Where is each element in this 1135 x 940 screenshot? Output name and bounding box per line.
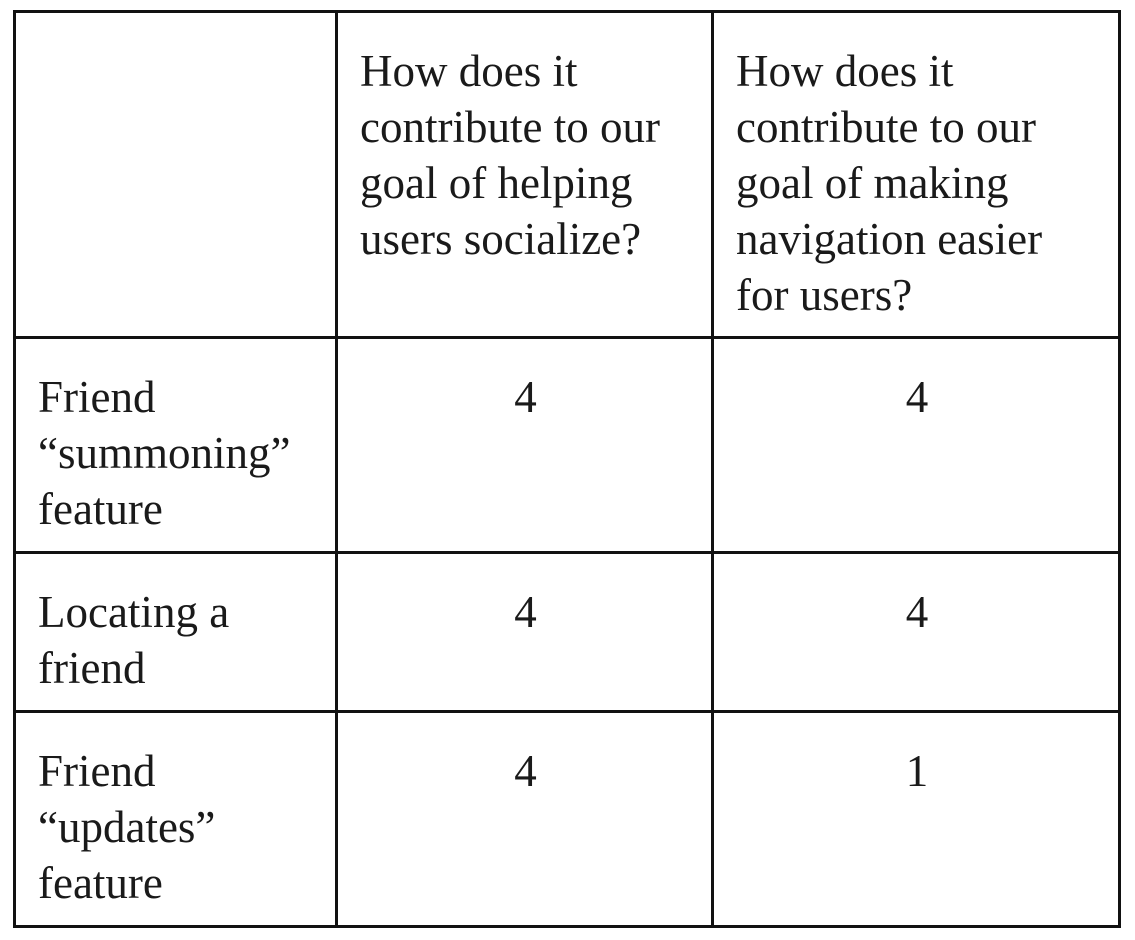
corner-cell (15, 12, 337, 338)
feature-rating-table (13, 10, 1121, 928)
row-label-locating-friend: Locating a friend (15, 553, 337, 712)
score-socialize: 4 (337, 712, 713, 927)
row-label-updates-feature: Friend “updates” feature (15, 712, 337, 927)
table-header-row (15, 12, 1120, 338)
score-navigation: 4 (713, 338, 1120, 553)
table-row (15, 553, 1120, 712)
header-navigation-goal: How does it contribute to our goal of making navigation easier for users? (713, 12, 1120, 338)
table-row (15, 338, 1120, 553)
score-socialize: 4 (337, 553, 713, 712)
row-label-summoning-feature: Friend “summoning” feature (15, 338, 337, 553)
score-navigation: 4 (713, 553, 1120, 712)
score-socialize: 4 (337, 338, 713, 553)
score-navigation: 1 (713, 712, 1120, 927)
table-row (15, 712, 1120, 927)
header-socialize-goal: How does it contribute to our goal of helping users socialize? (337, 12, 713, 338)
